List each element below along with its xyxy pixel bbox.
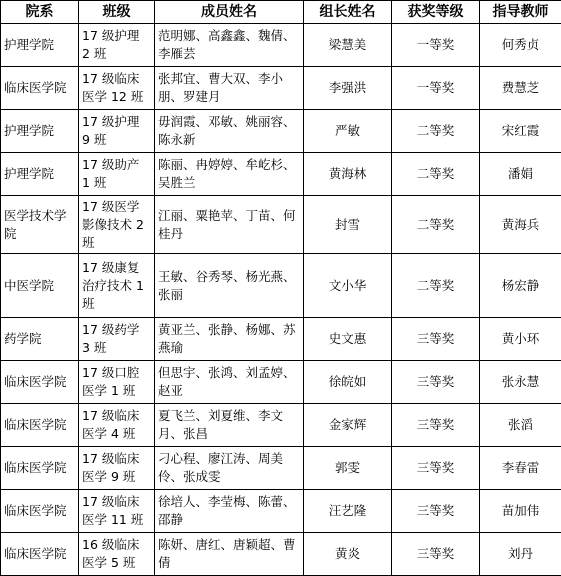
table-row — [1, 447, 561, 490]
header-row — [1, 1, 561, 24]
cell-class: 17 级临床医学 4 班 — [79, 404, 155, 447]
cell-members: 王敏、谷秀琴、杨光燕、张丽 — [155, 254, 304, 318]
cell-members: 但思宇、张鸿、刘孟婷、赵亚 — [155, 361, 304, 404]
cell-members: 徐培人、李莹梅、陈蕾、邵静 — [155, 490, 304, 533]
cell-class: 17 级医学影像技术 2 班 — [79, 196, 155, 254]
cell-college: 护理学院 — [1, 24, 79, 67]
cell-class: 17 级临床医学 9 班 — [79, 447, 155, 490]
cell-leader: 黄炎 — [304, 533, 392, 576]
cell-college: 临床医学院 — [1, 533, 79, 576]
cell-teacher: 杨宏静 — [480, 254, 561, 318]
cell-college: 护理学院 — [1, 110, 79, 153]
cell-leader: 徐皖如 — [304, 361, 392, 404]
table-row — [1, 318, 561, 361]
table-body — [1, 24, 561, 576]
cell-leader: 汪艺隆 — [304, 490, 392, 533]
cell-award: 二等奖 — [392, 153, 480, 196]
table-row — [1, 196, 561, 254]
cell-leader: 金家辉 — [304, 404, 392, 447]
cell-members: 毋润霞、邓敏、姚丽容、陈永新 — [155, 110, 304, 153]
cell-class: 17 级药学 3 班 — [79, 318, 155, 361]
cell-members: 黄亚兰、张静、杨娜、苏燕瑜 — [155, 318, 304, 361]
cell-teacher: 李春雷 — [480, 447, 561, 490]
table-row — [1, 24, 561, 67]
header-teacher: 指导教师 — [480, 1, 561, 24]
table-row — [1, 404, 561, 447]
cell-teacher: 张永慧 — [480, 361, 561, 404]
cell-college: 医学技术学院 — [1, 196, 79, 254]
table-row — [1, 67, 561, 110]
cell-class: 17 级口腔医学 1 班 — [79, 361, 155, 404]
cell-teacher: 潘娟 — [480, 153, 561, 196]
cell-award: 三等奖 — [392, 404, 480, 447]
cell-college: 临床医学院 — [1, 490, 79, 533]
cell-teacher: 苗加伟 — [480, 490, 561, 533]
cell-members: 范明娜、高鑫鑫、魏倩、李雁芸 — [155, 24, 304, 67]
cell-class: 17 级护理 2 班 — [79, 24, 155, 67]
cell-teacher: 黄小环 — [480, 318, 561, 361]
cell-award: 三等奖 — [392, 533, 480, 576]
cell-members: 陈妍、唐红、唐颖超、曹倩 — [155, 533, 304, 576]
cell-award: 二等奖 — [392, 254, 480, 318]
cell-class: 17 级临床医学 12 班 — [79, 67, 155, 110]
cell-college: 药学院 — [1, 318, 79, 361]
cell-class: 16 级临床医学 5 班 — [79, 533, 155, 576]
header-college: 院系 — [1, 1, 79, 24]
cell-leader: 李强洪 — [304, 67, 392, 110]
cell-award: 二等奖 — [392, 110, 480, 153]
cell-teacher: 费慧芝 — [480, 67, 561, 110]
cell-members: 刁心程、廖江涛、周美伶、张成雯 — [155, 447, 304, 490]
cell-college: 护理学院 — [1, 153, 79, 196]
table-row — [1, 490, 561, 533]
cell-college: 临床医学院 — [1, 361, 79, 404]
cell-leader: 封雪 — [304, 196, 392, 254]
header-members: 成员姓名 — [155, 1, 304, 24]
header-award: 获奖等级 — [392, 1, 480, 24]
table-row — [1, 254, 561, 318]
header-class: 班级 — [79, 1, 155, 24]
cell-members: 陈丽、冉婷婷、牟屹杉、吴胜兰 — [155, 153, 304, 196]
cell-college: 中医学院 — [1, 254, 79, 318]
table-row — [1, 533, 561, 576]
cell-college: 临床医学院 — [1, 67, 79, 110]
cell-class: 17 级康复治疗技术 1 班 — [79, 254, 155, 318]
cell-class: 17 级临床医学 11 班 — [79, 490, 155, 533]
cell-award: 三等奖 — [392, 318, 480, 361]
header-leader: 组长姓名 — [304, 1, 392, 24]
cell-teacher: 黄海兵 — [480, 196, 561, 254]
cell-members: 夏飞兰、刘夏维、李文月、张昌 — [155, 404, 304, 447]
cell-leader: 文小华 — [304, 254, 392, 318]
cell-award: 三等奖 — [392, 490, 480, 533]
table-row — [1, 110, 561, 153]
cell-members: 张邦宜、曹大双、李小朋、罗建月 — [155, 67, 304, 110]
cell-college: 临床医学院 — [1, 447, 79, 490]
cell-class: 17 级助产 1 班 — [79, 153, 155, 196]
cell-award: 三等奖 — [392, 447, 480, 490]
cell-leader: 史文惠 — [304, 318, 392, 361]
cell-leader: 郭雯 — [304, 447, 392, 490]
cell-class: 17 级护理 9 班 — [79, 110, 155, 153]
table-row — [1, 153, 561, 196]
cell-leader: 严敏 — [304, 110, 392, 153]
cell-award: 一等奖 — [392, 24, 480, 67]
cell-leader: 梁慧美 — [304, 24, 392, 67]
cell-college: 临床医学院 — [1, 404, 79, 447]
cell-award: 一等奖 — [392, 67, 480, 110]
cell-teacher: 张滔 — [480, 404, 561, 447]
cell-teacher: 何秀贞 — [480, 24, 561, 67]
table-row — [1, 361, 561, 404]
cell-leader: 黄海林 — [304, 153, 392, 196]
cell-teacher: 刘丹 — [480, 533, 561, 576]
cell-teacher: 宋红霞 — [480, 110, 561, 153]
cell-members: 江丽、粟艳苹、丁苗、何桂丹 — [155, 196, 304, 254]
cell-award: 三等奖 — [392, 361, 480, 404]
cell-award: 二等奖 — [392, 196, 480, 254]
